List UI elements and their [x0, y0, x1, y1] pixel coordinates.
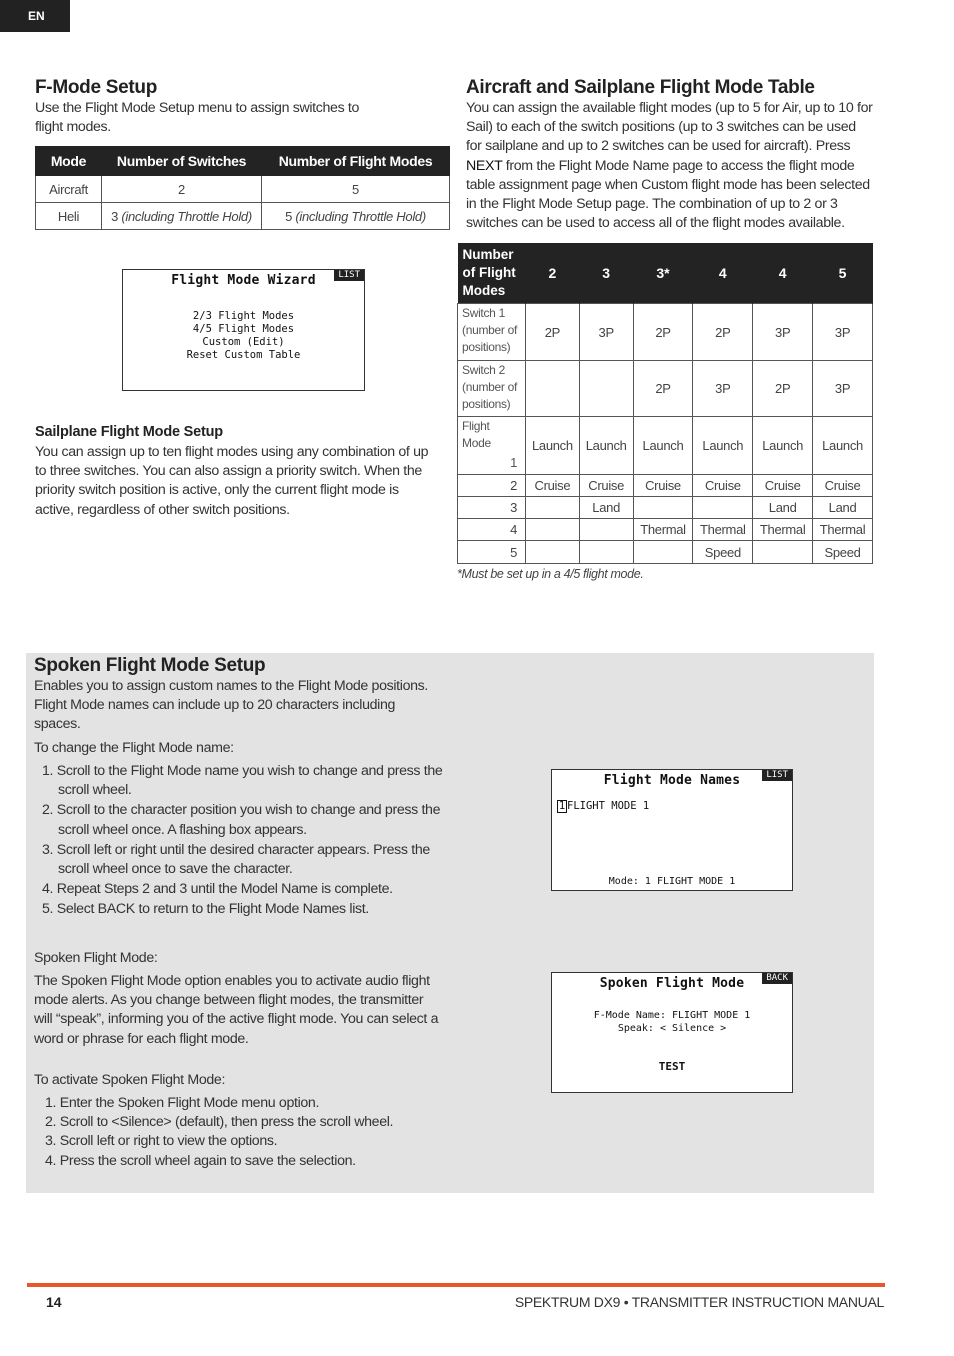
spoken-intro: Enables you to assign custom names to the Flight Mode positions. Flight Mode names can include up to 20 characters including spaces. — [34, 678, 428, 733]
text-after: from the Flight Mode Name page to access the flight mode table assignment page when Custom flight mode has been selected in the Flight Mode Setup page. The combination of up to 2 or 3 switches can be used to access all of the flight modes available. — [466, 157, 870, 232]
sfm-text: The Spoken Flight Mode option enables you to activate audio flight mode alerts. As you change between flight modes, the transmitter will “speak”, informing you of the active flight mode. You can select a word or phrase for each flight mode. — [34, 973, 439, 1047]
back-badge: BACK — [762, 973, 792, 984]
cell: 3P — [693, 361, 753, 417]
row-label-switch1: Switch 1 (number of positions) — [458, 304, 526, 361]
cell: Thermal — [693, 519, 753, 541]
col-header: 4 — [693, 243, 753, 304]
cell-modes — [262, 203, 450, 230]
fmode-name-line: F-Mode Name: FLIGHT MODE 1 — [593, 1010, 751, 1021]
cell-modes: 5 — [262, 176, 450, 203]
list-item: 2. Scroll to <Silence> (default), then press the scroll wheel. — [45, 1114, 394, 1131]
cell: 3P — [813, 304, 873, 361]
cell: 3P — [813, 361, 873, 417]
screen-title: Flight Mode Names — [603, 773, 741, 788]
fmode-title: F-Mode Setup — [35, 77, 157, 98]
modes-note: (including Throttle Hold) — [295, 208, 426, 224]
fmode-intro: Use the Flight Mode Setup menu to assign switches to flight modes. — [35, 100, 360, 136]
cell-switches — [102, 203, 262, 230]
screen-title: Spoken Flight Mode — [599, 976, 745, 991]
flight-mode-names-screen — [551, 769, 793, 891]
cell: Cruise — [753, 475, 813, 497]
menu-item-4-5-modes: 4/5 Flight Modes — [192, 323, 295, 335]
cell — [526, 541, 580, 564]
table-section-title: Aircraft and Sailplane Flight Mode Table — [466, 77, 815, 98]
cell: Cruise — [526, 475, 580, 497]
flight-mode-table — [457, 243, 873, 564]
cell: Land — [813, 497, 873, 519]
mode-status-line: Mode: 1 FLIGHT MODE 1 — [608, 876, 736, 887]
name-entry: FLIGHT MODE 1 — [567, 800, 650, 812]
manual-title: SPEKTRUM DX9 • TRANSMITTER INSTRUCTION MANUAL — [514, 1294, 884, 1310]
activate-heading: To activate Spoken Flight Mode: — [34, 1072, 226, 1088]
cell: Cruise — [693, 475, 753, 497]
cell: Cruise — [579, 475, 633, 497]
menu-item-2-3-modes: 2/3 Flight Modes — [192, 310, 295, 322]
cell — [526, 519, 580, 541]
cell: Cruise — [633, 475, 693, 497]
cell-mode: Aircraft — [36, 176, 102, 203]
cell: Launch — [526, 417, 580, 475]
cell: 2P — [693, 304, 753, 361]
menu-item-custom: Custom (Edit) — [202, 336, 285, 348]
list-item: 1. Enter the Spoken Flight Mode menu option. — [45, 1095, 320, 1111]
table-row — [36, 203, 450, 230]
sfm-heading: Spoken Flight Mode: — [34, 950, 158, 966]
table-header-row — [458, 243, 873, 304]
cell — [526, 497, 580, 519]
name-entry-row — [557, 800, 649, 813]
list-item: 3. Scroll left or right until the desired character appears. Press the scroll wheel once to save the character. — [42, 841, 430, 878]
table-row — [458, 519, 873, 541]
footer-accent-line — [27, 1283, 885, 1287]
page-number: 14 — [46, 1294, 62, 1310]
cell: Land — [753, 497, 813, 519]
list-item: 1. Scroll to the Flight Mode name you wish to change and press the scroll wheel. — [42, 763, 443, 799]
list-badge: LIST — [334, 270, 364, 281]
row-number: 2 — [458, 475, 526, 497]
fmode-table — [35, 146, 450, 230]
cell-mode: Heli — [36, 203, 102, 230]
change-steps-list — [34, 762, 444, 920]
cell — [526, 361, 580, 417]
activate-steps-list — [37, 1094, 447, 1171]
table-footnote: *Must be set up in a 4/5 flight mode. — [457, 567, 644, 581]
table-row — [458, 304, 873, 361]
col-header: 4 — [753, 243, 813, 304]
table-header-row — [36, 147, 450, 176]
speak-line: Speak: < Silence > — [617, 1023, 727, 1034]
menu-item-reset: Reset Custom Table — [186, 349, 301, 361]
cell — [579, 361, 633, 417]
table-row — [458, 541, 873, 564]
cell-switches: 2 — [102, 176, 262, 203]
col-header: 3 — [579, 243, 633, 304]
cell: Speed — [693, 541, 753, 564]
cell: Speed — [813, 541, 873, 564]
cell — [753, 541, 813, 564]
switches-note: (including Throttle Hold) — [121, 208, 252, 224]
row-number: 3 — [458, 497, 526, 519]
cell: 2P — [633, 304, 693, 361]
table-section-text — [466, 99, 874, 233]
col-header: 5 — [813, 243, 873, 304]
sailplane-title: Sailplane Flight Mode Setup — [35, 424, 223, 440]
header-label: Number of Flight Modes — [458, 243, 526, 304]
row-label-switch2: Switch 2 (number of positions) — [458, 361, 526, 417]
list-item: 2. Scroll to the character position you wish to change and press the scroll wheel once. A flashing box appears. — [42, 802, 441, 838]
cell: Launch — [693, 417, 753, 475]
list-item: 3. Scroll left or right to view the options. — [45, 1133, 278, 1150]
row-label-flight-mode — [458, 417, 526, 475]
flight-mode-label: Flight Mode — [462, 419, 491, 450]
sailplane-text: You can assign up to ten flight modes using any combination of up to three switches. You can also assign a priority switch. When the priority switch position is active, only the current flight mode is active, regardless of other switch positions. — [35, 444, 429, 518]
col-header-mode: Mode — [36, 147, 102, 176]
language-tab: EN — [0, 0, 70, 32]
cell: Launch — [813, 417, 873, 475]
screen-title: Flight Mode Wizard — [171, 273, 316, 288]
character-cursor: 1 — [558, 800, 566, 812]
cell — [579, 541, 633, 564]
list-item: 5. Select BACK to return to the Flight Mode Names list. — [42, 901, 369, 918]
cell: Launch — [753, 417, 813, 475]
cell: Launch — [579, 417, 633, 475]
cell: 3P — [579, 304, 633, 361]
table-row — [458, 361, 873, 417]
cell — [633, 497, 693, 519]
cell — [579, 519, 633, 541]
cell — [633, 541, 693, 564]
table-row — [458, 417, 873, 475]
row-number: 4 — [458, 519, 526, 541]
table-row — [458, 497, 873, 519]
list-item: 4. Press the scroll wheel again to save the selection. — [45, 1152, 356, 1169]
switches-number: 3 — [111, 208, 119, 224]
cell: Thermal — [633, 519, 693, 541]
list-badge: LIST — [762, 770, 792, 781]
text-before: You can assign the available flight modes (up to 5 for Air, up to 10 for Sail) to each of the switch positions (up to 3 switches can be used for sailplane and up to 2 switches can be used for aircraft). Press — [466, 100, 873, 155]
col-header-switches: Number of Switches — [102, 147, 262, 176]
test-button: TEST — [658, 1060, 686, 1073]
col-header-flight-modes: Number of Flight Modes — [262, 147, 450, 176]
cell: Thermal — [753, 519, 813, 541]
cell: 2P — [753, 361, 813, 417]
table-row — [458, 475, 873, 497]
cell: Land — [579, 497, 633, 519]
cell: Thermal — [813, 519, 873, 541]
table-row — [36, 176, 450, 203]
row-number: 5 — [458, 541, 526, 564]
list-item: 4. Repeat Steps 2 and 3 until the Model Name is complete. — [42, 881, 393, 898]
cell: Launch — [633, 417, 693, 475]
change-heading: To change the Flight Mode name: — [34, 740, 234, 756]
col-header: 2 — [526, 243, 580, 304]
cell — [693, 497, 753, 519]
cell: Cruise — [813, 475, 873, 497]
col-header: 3* — [633, 243, 693, 304]
cell: 2P — [526, 304, 580, 361]
spoken-title: Spoken Flight Mode Setup — [34, 655, 266, 676]
modes-number: 5 — [285, 208, 293, 224]
cell: 3P — [753, 304, 813, 361]
spoken-flight-mode-screen — [551, 972, 793, 1093]
next-keyword: NEXT — [466, 157, 503, 174]
cell: 2P — [633, 361, 693, 417]
flight-mode-wizard-screen — [122, 269, 365, 391]
row-number: 1 — [510, 455, 517, 470]
